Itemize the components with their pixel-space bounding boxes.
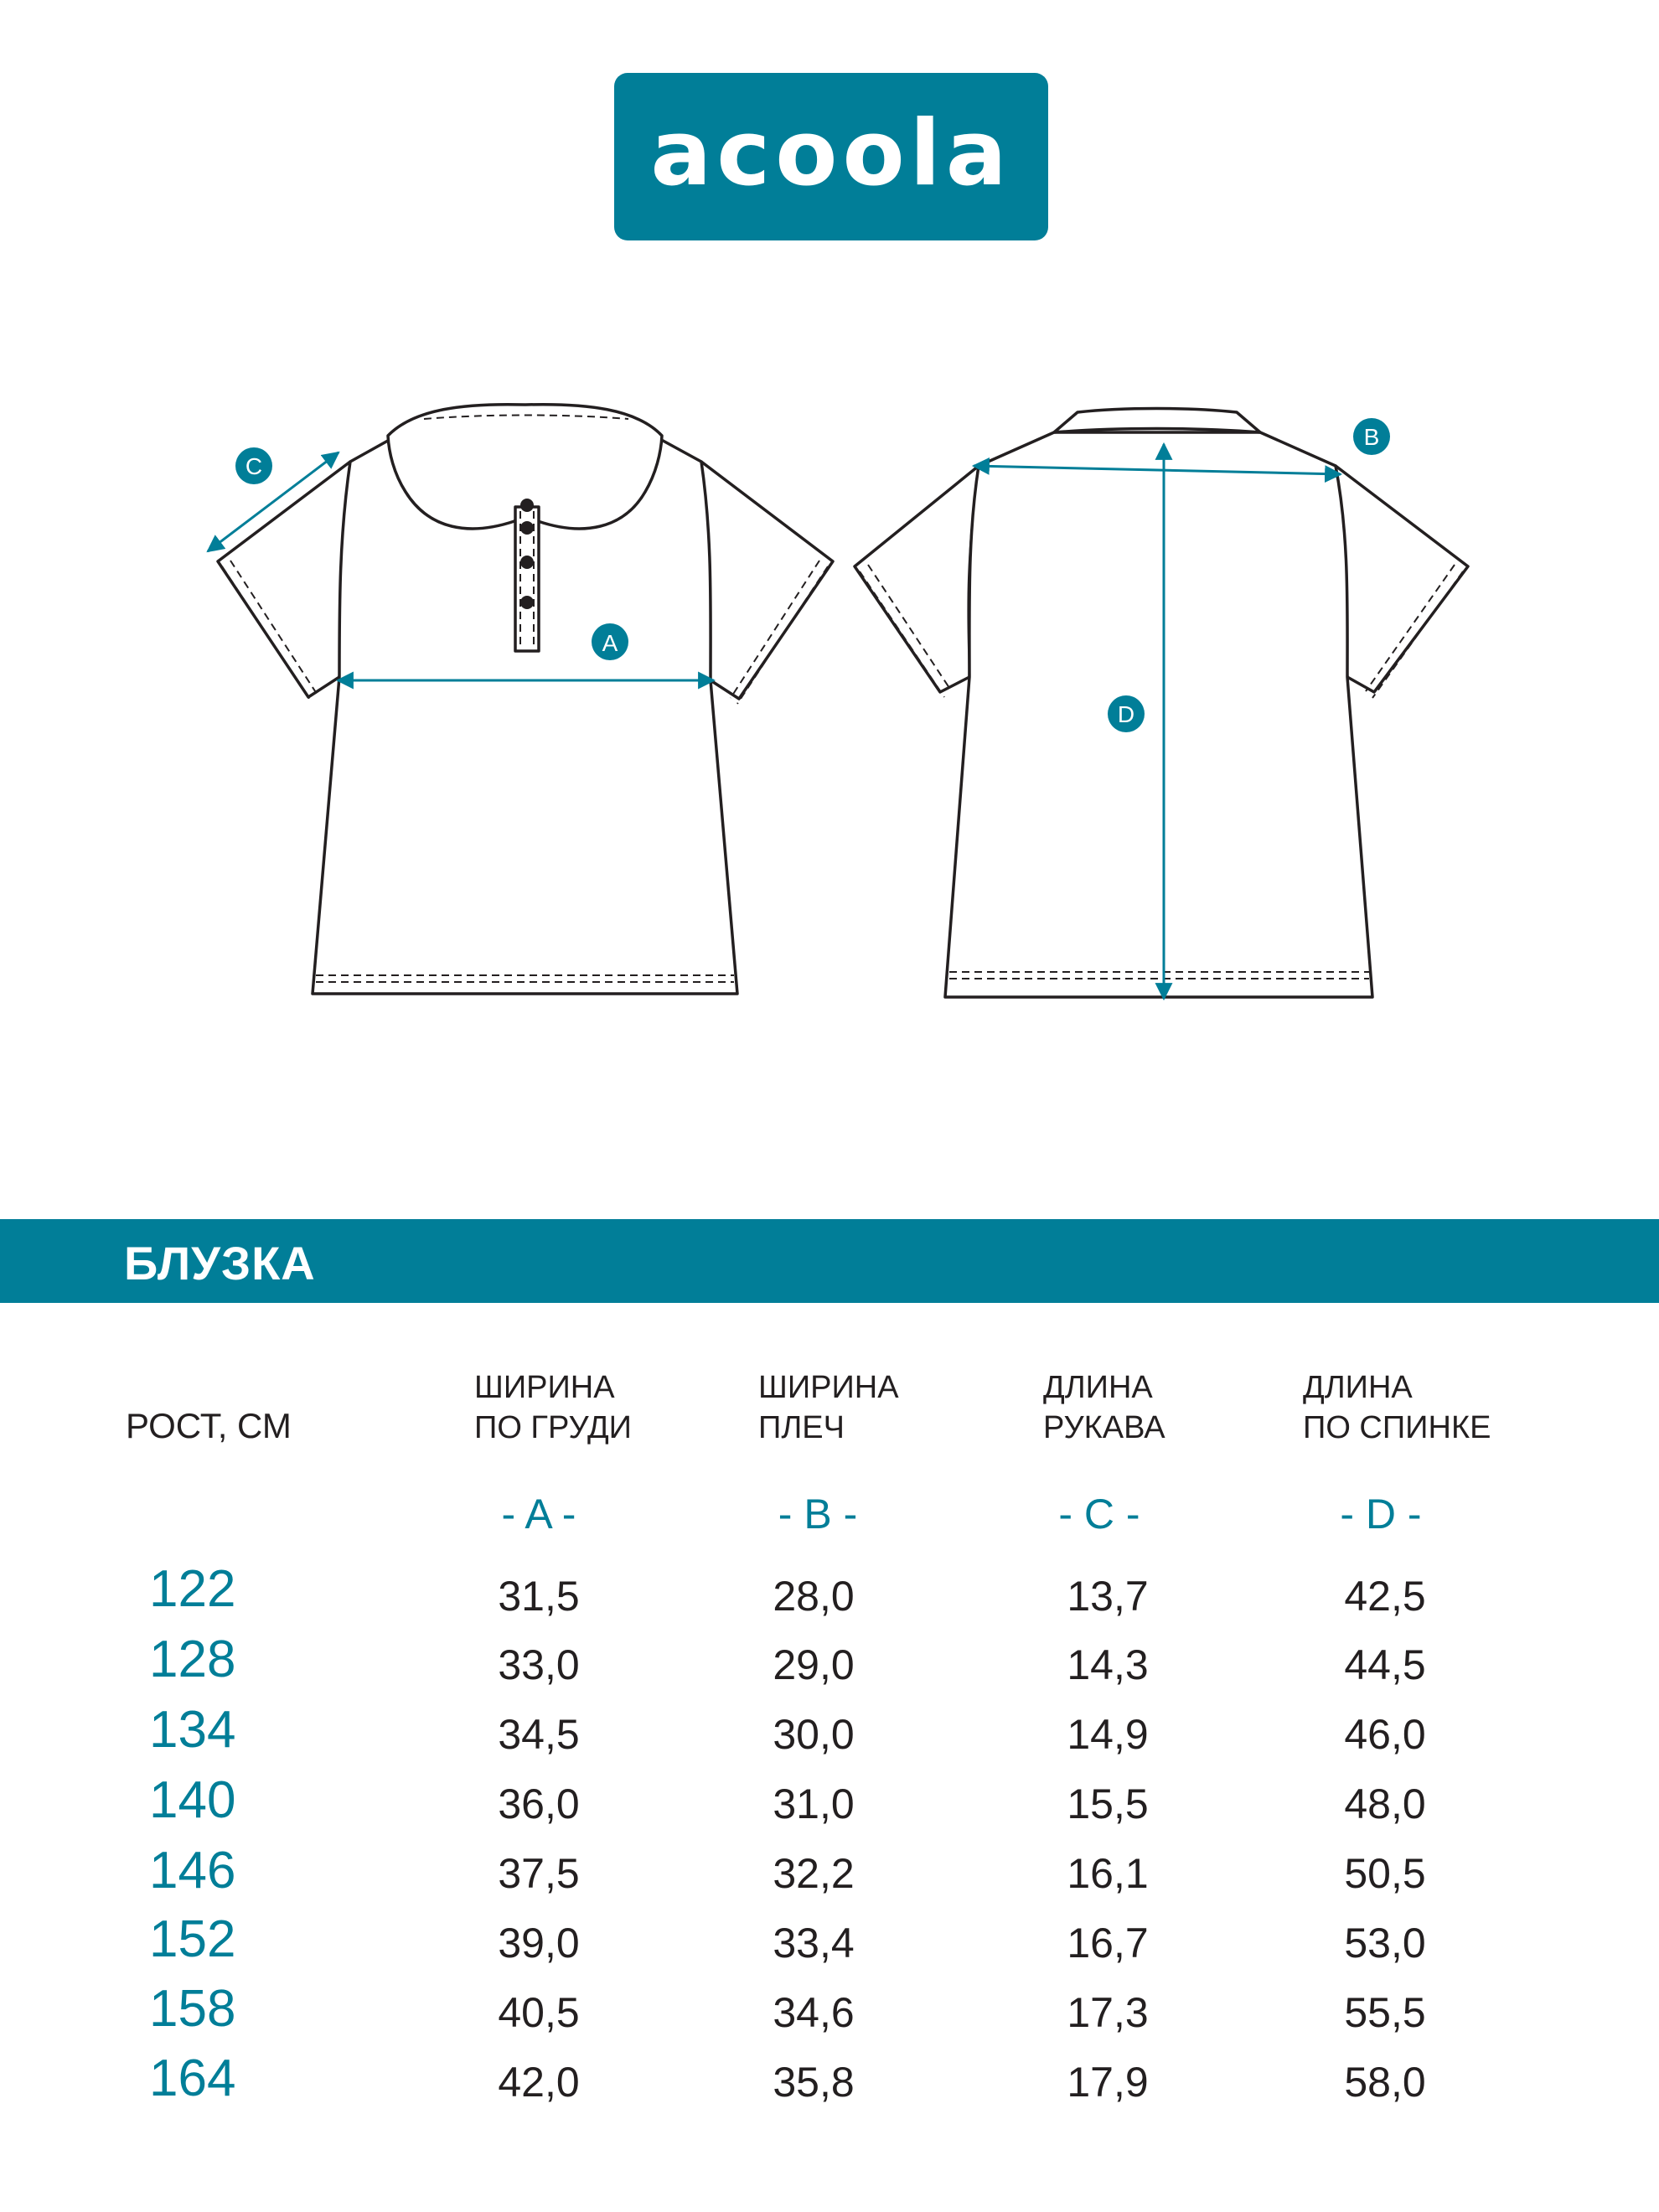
cell-d: 55,5 — [1344, 1989, 1426, 2036]
cell-b: 29,0 — [773, 1641, 855, 1688]
height-value: 140 — [149, 1771, 236, 1829]
cell-b: 32,2 — [773, 1850, 855, 1897]
cell-d: 46,0 — [1344, 1711, 1426, 1758]
label-a-badge — [592, 623, 628, 660]
cell-c: 13,7 — [1067, 1573, 1149, 1620]
cell-a: 31,5 — [498, 1573, 580, 1620]
column-letter-c: - C - — [1058, 1491, 1140, 1538]
cell-a: 34,5 — [498, 1711, 580, 1758]
cell-b: 34,6 — [773, 1989, 855, 2036]
column-header-a-line2: ПО ГРУДИ — [474, 1410, 632, 1445]
label-b-badge — [1353, 418, 1390, 455]
logo-text: acoola — [650, 101, 1012, 206]
product-title: БЛУЗКА — [124, 1237, 316, 1289]
cell-a: 42,0 — [498, 2059, 580, 2106]
back-left-sleeve — [855, 466, 979, 692]
label-c-badge — [235, 447, 272, 484]
column-header-c — [1043, 1367, 1165, 1448]
cell-c: 17,9 — [1067, 2059, 1149, 2106]
cell-a: 40,5 — [498, 1989, 580, 2036]
height-value: 122 — [149, 1560, 236, 1618]
back-body — [945, 432, 1372, 997]
cell-d: 48,0 — [1344, 1780, 1426, 1827]
height-value: 158 — [149, 1980, 236, 2038]
column-letter-d: - D - — [1340, 1491, 1422, 1538]
column-header-b-line2: ПЛЕЧ — [758, 1410, 845, 1445]
front-right-sleeve — [701, 462, 833, 699]
cell-a: 36,0 — [498, 1780, 580, 1827]
column-header-c-line1: ДЛИНА — [1043, 1370, 1153, 1405]
back-collar — [1054, 409, 1260, 433]
height-header: РОСТ, СМ — [126, 1406, 292, 1445]
cell-d: 50,5 — [1344, 1850, 1426, 1897]
height-value: 134 — [149, 1701, 236, 1759]
cell-c: 16,7 — [1067, 1920, 1149, 1967]
cell-b: 28,0 — [773, 1573, 855, 1620]
cell-a: 39,0 — [498, 1920, 580, 1967]
column-header-a — [474, 1367, 632, 1448]
column-header-d-line2: ПО СПИНКЕ — [1303, 1410, 1491, 1445]
height-value: 128 — [149, 1631, 236, 1688]
cell-d: 58,0 — [1344, 2059, 1426, 2106]
column-header-d — [1303, 1367, 1491, 1448]
button-icon — [520, 521, 534, 535]
cell-d: 44,5 — [1344, 1641, 1426, 1688]
column-header-c-line2: РУКАВА — [1043, 1410, 1165, 1445]
column-header-b-line1: ШИРИНА — [758, 1370, 899, 1405]
column-header-d-line1: ДЛИНА — [1303, 1370, 1413, 1405]
cell-a: 33,0 — [498, 1641, 580, 1688]
column-header-a-line1: ШИРИНА — [474, 1370, 615, 1405]
product-banner — [0, 1219, 1659, 1303]
label-b: B — [1363, 424, 1380, 450]
cell-b: 35,8 — [773, 2059, 855, 2106]
cell-b: 33,4 — [773, 1920, 855, 1967]
column-header-b — [758, 1367, 899, 1448]
cell-b: 30,0 — [773, 1711, 855, 1758]
cell-c: 14,3 — [1067, 1641, 1149, 1688]
cell-c: 14,9 — [1067, 1711, 1149, 1758]
column-letter-b: - B - — [778, 1491, 858, 1538]
cell-c: 17,3 — [1067, 1989, 1149, 2036]
blouse-back — [855, 409, 1468, 998]
cell-c: 15,5 — [1067, 1780, 1149, 1827]
cell-d: 53,0 — [1344, 1920, 1426, 1967]
cell-c: 16,1 — [1067, 1850, 1149, 1897]
button-icon — [520, 596, 534, 609]
height-value: 146 — [149, 1842, 236, 1899]
garment-diagram — [0, 0, 1659, 1089]
height-value: 164 — [149, 2049, 236, 2107]
label-d: D — [1117, 701, 1135, 727]
blouse-front — [218, 405, 833, 994]
label-d-badge — [1108, 695, 1145, 732]
button-icon — [520, 556, 534, 569]
cell-a: 37,5 — [498, 1850, 580, 1897]
height-value: 152 — [149, 1910, 236, 1968]
cell-b: 31,0 — [773, 1780, 855, 1827]
button-icon — [520, 499, 534, 512]
column-letter-a: - A - — [501, 1491, 576, 1538]
label-c: C — [245, 453, 263, 479]
label-a: A — [602, 630, 618, 656]
cell-d: 42,5 — [1344, 1573, 1426, 1620]
